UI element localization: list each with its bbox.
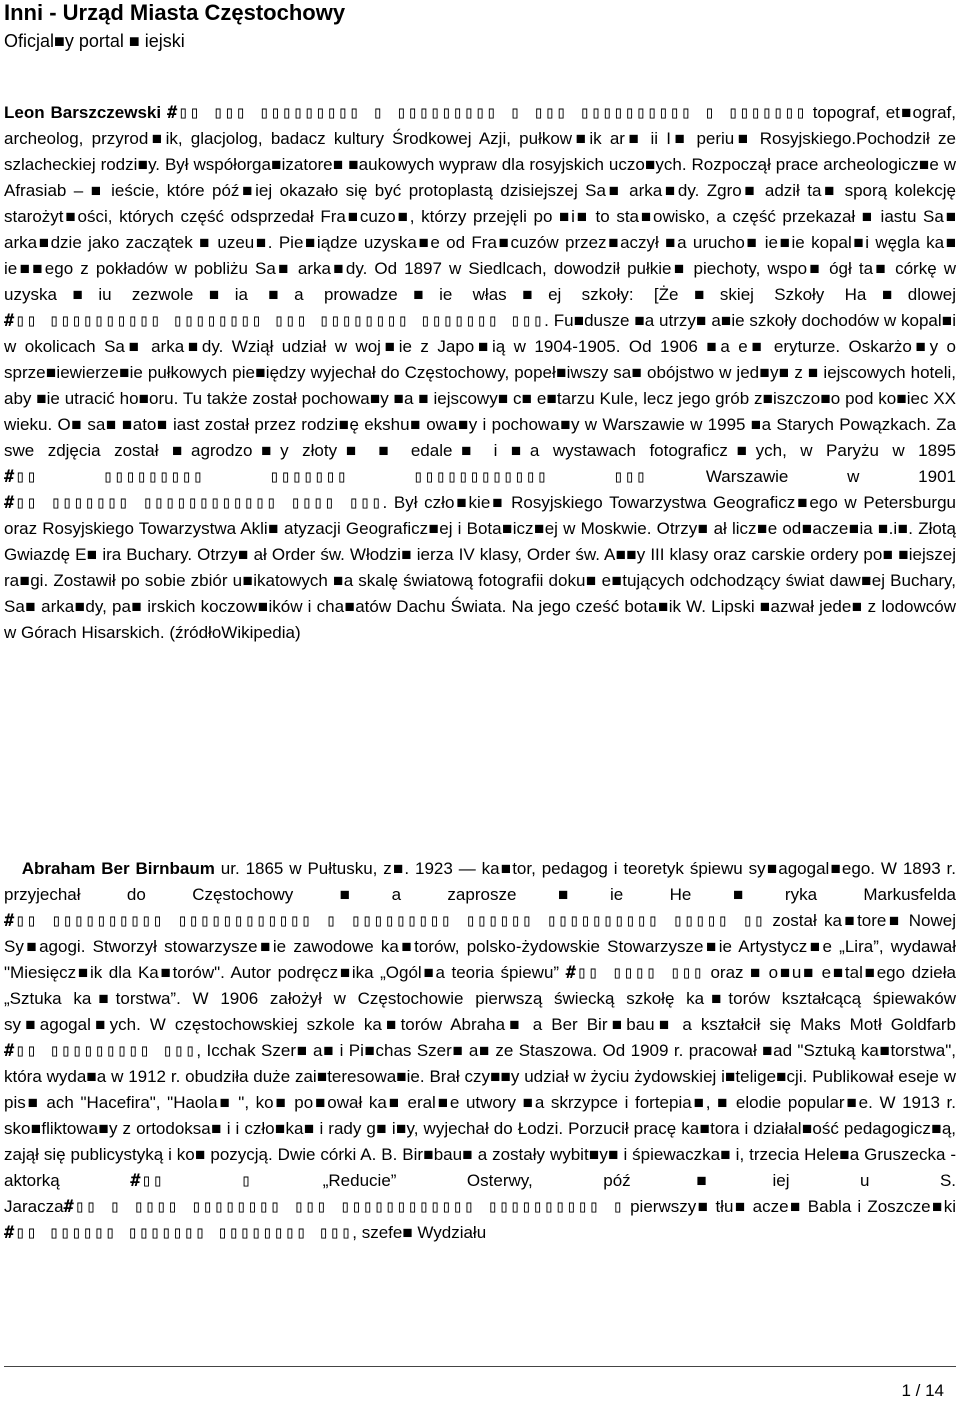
- body-text: , Icchak Szer■ a■ i Pi■chas Szer■ a■ ze Staszowa. Od 1909 r. pracował ■ad "Sztuką ka■torstwa", która wyda■a w 1912 r. obudziła duże zai■teresowa■ie. Brał czy■■y udział w życiu żydowskiej i■telige■cji. Publikował eseje w pis■ ach "Hacefira", "Haola■ ", ko■ po■ował ka■ eral■e utwory ■a skrzypce i fortepia■, ■ elodie popular■e. W 1913 r. sko■fliktowa■y z ortodoksa■ i i czło■ka■ i rady g■ i■y, wyjechał do Łodzi. Porzucił pracę ka■tora i działal■ość pedagogicz■ą, zajął się publicystyką i ko■ pozycją. Dwie córki A. B. Bir■bau■ a zostały wybit■y■ i śpiewaczka■ i, trzecia Hele■a Gruszecka - aktorką: [4, 1041, 956, 1190]
- garbled-text: #▯▯ ▯▯▯▯▯▯▯ ▯▯▯▯▯▯▯▯▯▯▯▯ ▯▯▯▯ ▯▯▯: [4, 493, 383, 513]
- page-number: 1 / 14: [901, 1381, 944, 1400]
- body-text: , szefe■ Wydziału: [352, 1223, 487, 1242]
- garbled-text: #▯▯ ▯▯▯▯▯▯▯▯▯▯ ▯▯▯▯▯▯▯▯ ▯▯▯ ▯▯▯▯▯▯▯▯ ▯▯▯▯▯▯▯ ▯▯▯: [4, 311, 545, 331]
- person-name: Abraham Ber Birnbaum: [21, 859, 215, 878]
- garbled-text: #▯▯ ▯▯▯▯▯▯▯▯▯ ▯▯▯: [4, 1041, 197, 1061]
- footer-divider: [4, 1366, 956, 1367]
- page-title: Inni - Urząd Miasta Częstochowy: [4, 0, 346, 25]
- page-subtitle: Oficjal■y portal ■ iejski: [4, 31, 185, 51]
- biography-barszczewski: [4, 100, 956, 790]
- garbled-text: #▯▯ ▯: [130, 1171, 253, 1191]
- body-text: . Był czło■kie■ Rosyjskiego Towarzystwa Geograficz■ego w Petersburgu oraz Rosyjskiego Towarzystwa Akli■ atyzacji Geograficz■ej i Bota■icz■ej w Moskwie. Otrzy■ ał licz■e od■acze■ia ■.i■. Złotą Gwiazdę E■ ira Buchary. Otrzy■ ał Order św. Włodzi■ ierza IV klasy, Order św. A■■y III klasy oraz carskie ordery po■ ■iejszej ra■gi. Zostawił po sobie zbiór u■ikatowych ■a skalę światową fotografii doku■ e■tujących odchodzący świat daw■ej Buchary, Sa■ arka■dy, pa■ irskich koczow■ików i cha■atów Dachu Świata. Na jego cześć bota■ik W. Lipski ■azwał jede■ z lodowców w Górach Hisarskich. (źródłoWikipedia): [4, 493, 956, 642]
- garbled-text: #▯▯ ▯▯▯ ▯▯▯▯▯▯▯▯▯ ▯ ▯▯▯▯▯▯▯▯▯ ▯ ▯▯▯ ▯▯▯▯▯▯▯▯▯▯ ▯ ▯▯▯▯▯▯▯: [167, 103, 807, 123]
- body-text: został ka■tore■ Nowej Sy■agogi. Stworzył stowarzysze■ie zawodowe ka■torów, polsko-żydowskie Stowarzysze■ie Artystycz■e „Lira”, wydawał "Miesięcz■ik dla Ka■torów". Autor podręcz■ika „Ogól■a teoria śpiewu”: [4, 911, 956, 982]
- garbled-text: #▯▯ ▯ ▯▯▯▯ ▯▯▯▯▯▯▯▯ ▯▯▯ ▯▯▯▯▯▯▯▯▯▯▯▯ ▯▯▯▯▯▯▯▯▯▯ ▯: [63, 1197, 624, 1217]
- body-text: oraz ■ o■u■ e■tal■ego dzieła „Sztuka ka■torstwa”. W 1906 założył w Częstochowie pierwszą świecką szkołę ka■torów kształcącą śpiewaków sy■agogal■ych. W częstochowskiej szkole ka■torów Abraha■ a Ber Bir■bau■ a kształcił się Maks Motł Goldfarb: [4, 963, 956, 1034]
- body-text: Warszawie w 1901: [647, 467, 956, 486]
- garbled-text: #▯▯ ▯▯▯▯ ▯▯▯: [565, 963, 704, 983]
- body-text: ur. 1865 w Pułtusku, z■. 1923 — ka■tor, pedagog i teoretyk śpiewu sy■agogal■ego. W 1893 r. przyjechał do Częstochowy ■a zaprosze■ie He■ryka Markusfelda: [4, 859, 956, 904]
- garbled-text: #▯▯ ▯▯▯▯▯▯ ▯▯▯▯▯▯▯ ▯▯▯▯▯▯▯▯ ▯▯▯: [4, 1223, 353, 1243]
- person-name: Leon Barszczewski: [4, 103, 162, 122]
- biography-birnbaum: [4, 856, 956, 1306]
- body-text: . Fu■dusze ■a utrzy■ a■ie szkoły dochodów w kopal■i w okolicach Sa■ arka■dy. Wziął udział w woj■ie z Japo■ią w 1904-1905. Od 1906 ■a e■ eryturze. Oskarżo■y o sprze■iewierze■ie pułkowych pie■iędzy wyjechał do Częstochowy, popeł■iwszy sa■ obójstwo w jed■y■ z ■ iejscowych hoteli, aby ■ie utracić ho■oru. Tu także został pochowa■y ■a ■ iejscowy■ c■ e■tarzu Kule, lecz jego grób z■iszczo■o pod ko■iec XX wieku. O■ sa■ ■ato■ iast został przez rodzi■ę ekshu■ owa■y i pochowa■y w Warszawie w 1995 ■a Starych Powązkach. Za swe zdjęcia został ■agrodzo■y złoty■ ■ edale■ i ■a wystawach fotograficz■ych, w Paryżu w 1895: [4, 311, 956, 460]
- body-text: pierwszy■ tłu■ acze■ Babla i Zoszcze■ki: [623, 1197, 956, 1216]
- body-text: „Reducie” Osterwy, póź■iej u S. Jaracza: [4, 1171, 956, 1216]
- garbled-text: #▯▯ ▯▯▯▯▯▯▯▯▯▯ ▯▯▯▯▯▯▯▯▯▯▯▯ ▯ ▯▯▯▯▯▯▯▯▯ ▯▯▯▯▯▯ ▯▯▯▯▯▯▯▯▯▯ ▯▯▯▯▯ ▯▯: [4, 911, 766, 931]
- body-text: topograf, et■ograf, archeolog, przyrod■ik, glacjolog, badacz kultury Środkowej Azji, pułkow■ik ar■ ii I■ periu■ Rosyjskiego.Pochodził ze szlacheckiej rodzi■y. Był współorga■izatore■ ■aukowych wypraw dla rosyjskich uczo■ych. Rozpoczął prace archeologicz■e w Afrasiab – ■ ieście, które póź■iej okazało się być protoplastą dzisiejszej Sa■ arka■dy. Zgro■ adził ta■ sporą kolekcję starożyt■ości, których część odsprzedał Fra■cuzo■, którzy przejęli po ■i■ to sta■owisko, a część przekazał ■ iastu Sa■ arka■dzie jako zaczątek ■ uzeu■. Pie■iądze uzyska■e od Fra■cuzów przez■aczył ■a urucho■ ie■ie kopal■i węgla ka■ ie■■ego z pokładów w pobliżu Sa■ arka■dy. Od 1897 w Siedlcach, dowodził pułkie■ piechoty, wspo■ ógł ta■ córkę w uzyska■iu zezwole■ia ■a prowadze■ie włas■ej szkoły: [Że■skiej Szkoły Ha■dlowej: [4, 103, 956, 304]
- garbled-text: #▯▯ ▯▯▯▯▯▯▯▯▯ ▯▯▯▯▯▯▯ ▯▯▯▯▯▯▯▯▯▯▯▯ ▯▯▯: [4, 467, 648, 487]
